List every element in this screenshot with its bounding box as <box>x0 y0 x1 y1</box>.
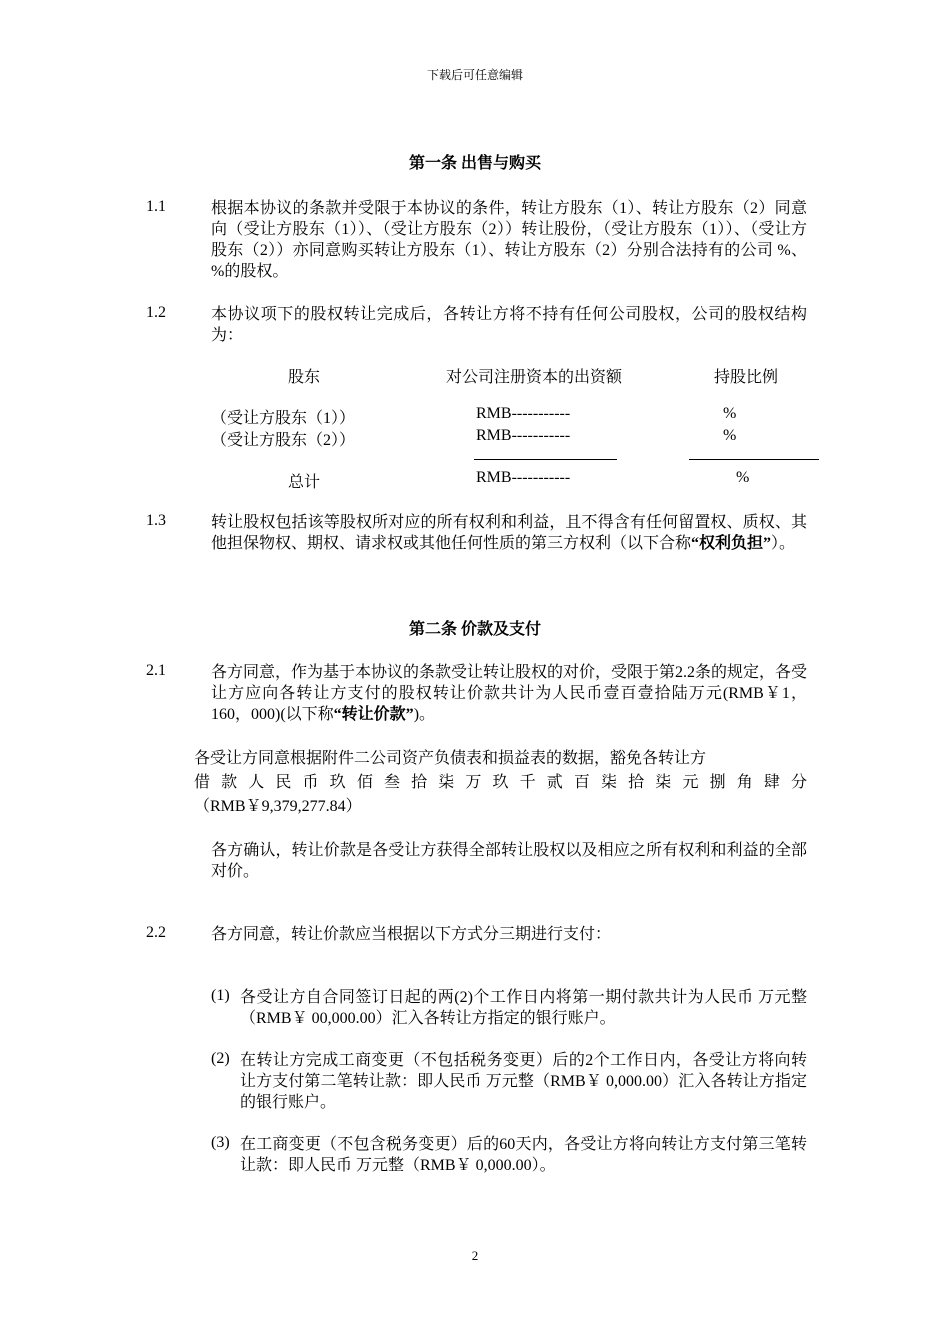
section-2-1-number: 2.1 <box>146 662 166 679</box>
table-row-1-capital: RMB----------- <box>476 405 571 422</box>
loan-waiver-line-3: （RMB￥9,379,277.84） <box>194 798 362 815</box>
table-row-2-capital: RMB----------- <box>476 427 571 444</box>
section-1-2-number: 1.2 <box>146 304 166 321</box>
table-row-2-shareholder: （受让方股东（2）） <box>211 432 356 449</box>
table-header-capital: 对公司注册资本的出资额 <box>446 369 623 386</box>
section-1-1-text: 根据本协议的条款并受限于本协议的条件，转让方股东（1）、转让方股东（2）同意向（受让方股东（1））、（受让方股东（2））转让股份，（受让方股东（1））、（受让方股东（2））亦同意购买转让方股东（1）、转让方股东（2）分别合法持有的公司 %、 %的股权。 <box>211 200 807 280</box>
payment-item-1-text: 各受让方自合同签订日起的两(2)个工作日内将第一期付款共计为人民币 万元整（RMB￥ 00,000.00）汇入各转让方指定的银行账户。 <box>240 989 807 1027</box>
table-total-capital: RMB----------- <box>476 469 571 486</box>
table-header-shareholder: 股东 <box>288 369 321 386</box>
table-total-rule-capital <box>474 459 617 460</box>
table-row-1-ratio: % <box>723 405 737 422</box>
section-2-1-text: 各方同意，作为基于本协议的条款受让转让股权的对价，受限于第2.2条的规定，各受让方应向各转让方支付的股权转让价款共计为人民币壹百壹拾陆万元(RMB￥1，160，000)(以下称“转让价款”)。 <box>211 664 808 723</box>
payment-item-1-label: (1) <box>211 987 230 1004</box>
table-total-rule-ratio <box>689 459 819 460</box>
table-total-label: 总计 <box>288 474 321 491</box>
section-1-2-text: 本协议项下的股权转让完成后，各转让方将不持有任何公司股权，公司的股权结构为： <box>211 306 807 344</box>
confirm-paragraph: 各方确认，转让价款是各受让方获得全部转让股权以及相应之所有权利和利益的全部对价。 <box>211 842 807 880</box>
article-1-title: 第一条 出售与购买 <box>408 155 541 172</box>
section-2-2-number: 2.2 <box>146 924 166 941</box>
payment-item-3-label: (3) <box>211 1134 230 1151</box>
term-transfer-price: “转让价款” <box>333 706 414 723</box>
loan-waiver-line-1: 各受让方同意根据附件二公司资产负债表和损益表的数据，豁免各转让方 <box>194 750 707 767</box>
section-2-2-text: 各方同意，转让价款应当根据以下方式分三期进行支付： <box>211 926 612 943</box>
payment-item-2-label: (2) <box>211 1050 230 1067</box>
payment-item-3-text: 在工商变更（不包含税务变更）后的60天内，各受让方将向转让方支付第三笔转让款：即人民币 万元整（RMB￥ 0,000.00）。 <box>240 1136 807 1174</box>
table-total-ratio: % <box>736 469 750 486</box>
table-row-2-ratio: % <box>723 427 737 444</box>
payment-item-2-text: 在转让方完成工商变更（不包括税务变更）后的2个工作日内，各受让方将向转让方支付第二笔转让款：即人民币 万元整（RMB￥ 0,000.00）汇入各转让方指定的银行账户。 <box>240 1052 807 1111</box>
section-1-3-number: 1.3 <box>146 512 166 529</box>
table-header-ratio: 持股比例 <box>714 369 779 386</box>
loan-waiver-paragraph <box>194 747 807 819</box>
page-header: 下载后可任意编辑 <box>426 68 523 82</box>
section-1-3-text: 转让股权包括该等股权所对应的所有权利和利益，且不得含有任何留置权、质权、其他担保物权、期权、请求权或其他任何性质的第三方权利（以下合称“权利负担”）。 <box>211 514 807 552</box>
term-encumbrance: “权利负担” <box>691 535 772 552</box>
article-2-title: 第二条 价款及支付 <box>408 621 541 638</box>
loan-waiver-line-2: 借款人民币玖佰叁拾柒万玖千贰百柒拾柒元捌角肆分 <box>194 774 807 791</box>
page-number: 2 <box>471 1248 479 1263</box>
section-1-1-number: 1.1 <box>146 198 166 215</box>
table-row-1-shareholder: （受让方股东（1）） <box>211 410 356 427</box>
